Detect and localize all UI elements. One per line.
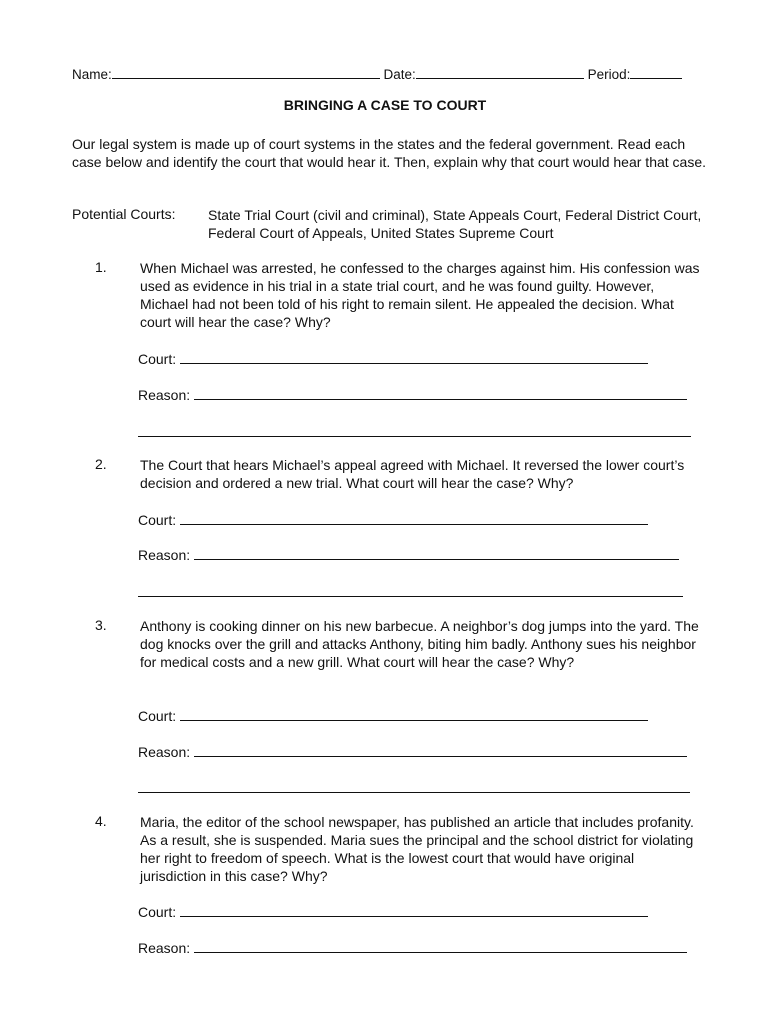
intro-paragraph: Our legal system is made up of court systems in the states and the federal government. Read each case below and identify the court that would hear it. Then, explain why that court would hear that case. (72, 136, 707, 170)
worksheet-title: BRINGING A CASE TO COURT (283, 97, 487, 113)
name-field[interactable] (112, 64, 380, 79)
court-answer-row (138, 349, 648, 367)
court-label: Court: (138, 904, 177, 920)
header-line (72, 64, 712, 82)
potential-courts-list: State Trial Court (civil and criminal), State Appeals Court, Federal District Court, Federal Court of Appeals, United States Supreme Court (208, 207, 702, 241)
court-answer-field[interactable] (180, 510, 648, 525)
reason-label: Reason: (138, 547, 191, 563)
reason-answer-row (138, 938, 687, 956)
potential-courts-label: Potential Courts: (72, 206, 176, 222)
court-answer-field[interactable] (180, 349, 648, 364)
question-number: 2. (95, 456, 107, 472)
reason-label: Reason: (138, 387, 191, 403)
reason-label: Reason: (138, 744, 191, 760)
reason-answer-row (138, 742, 687, 760)
court-label: Court: (138, 512, 177, 528)
question-text: Maria, the editor of the school newspaper, has published an article that includes profanity. As a result, she is suspended. Maria sues the principal and the school district for violating her right to freedom of speech. What is the lowest court that would have original jurisdiction in this case? Why? (140, 814, 694, 884)
period-label: Period: (587, 67, 631, 82)
date-label: Date: (383, 67, 416, 82)
court-answer-row (138, 902, 648, 920)
court-answer-field[interactable] (180, 706, 648, 721)
question-text: When Michael was arrested, he confessed to the charges against him. His confession was used as evidence in his trial in a state trial court, and he was found guilty. However, Michael had not been told of his right to remain silent. He appealed the decision. What court will hear the case? Why? (140, 260, 700, 330)
question-number: 1. (95, 259, 107, 275)
question-text: Anthony is cooking dinner on his new barbecue. A neighbor’s dog jumps into the yard. The dog knocks over the grill and attacks Anthony, biting him badly. Anthony sues his neighbor for medical costs and a new grill. What court will hear the case? Why? (140, 618, 699, 670)
court-answer-row (138, 510, 648, 528)
reason-answer-field-line2[interactable] (138, 595, 683, 597)
reason-answer-field-line2[interactable] (138, 791, 690, 793)
reason-answer-field[interactable] (194, 385, 687, 400)
period-field[interactable] (630, 64, 682, 79)
reason-answer-field-line2[interactable] (138, 435, 691, 437)
court-answer-row (138, 706, 648, 724)
reason-answer-field[interactable] (194, 938, 687, 953)
question-text: The Court that hears Michael’s appeal agreed with Michael. It reversed the lower court’s decision and ordered a new trial. What court will hear the case? Why? (140, 457, 685, 491)
question-number: 4. (95, 813, 107, 829)
court-answer-field[interactable] (180, 902, 648, 917)
reason-answer-field[interactable] (194, 545, 679, 560)
court-label: Court: (138, 351, 177, 367)
name-label: Name: (72, 67, 112, 82)
reason-label: Reason: (138, 940, 191, 956)
reason-answer-field[interactable] (194, 742, 687, 757)
reason-answer-row (138, 385, 687, 403)
date-field[interactable] (416, 64, 584, 79)
court-label: Court: (138, 708, 177, 724)
question-number: 3. (95, 617, 107, 633)
reason-answer-row (138, 545, 679, 563)
